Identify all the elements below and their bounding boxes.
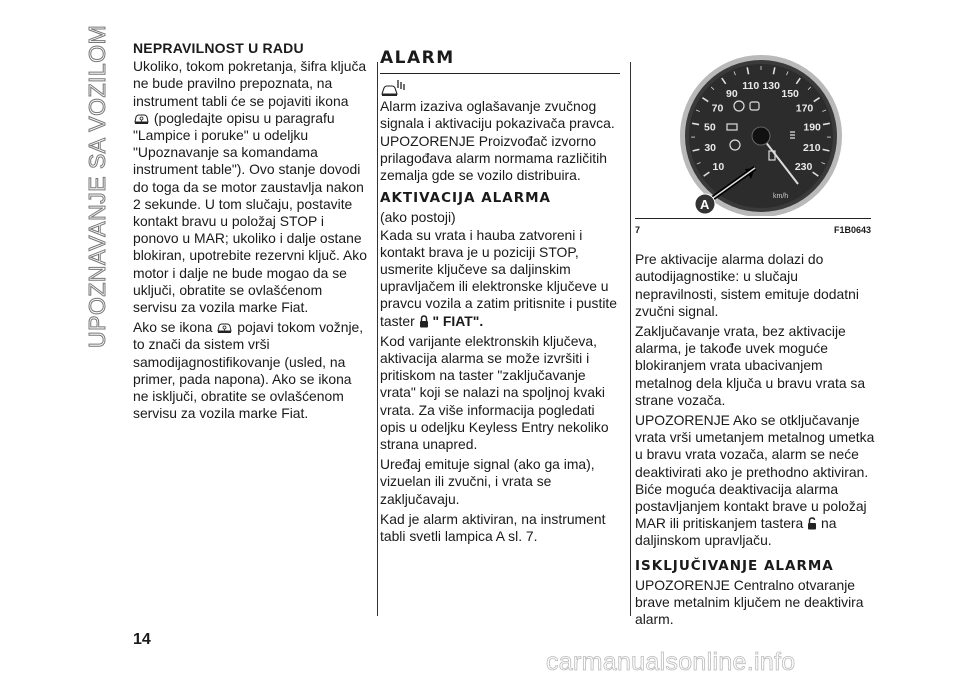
alarm-paragraph-3b: " FIAT". [432,312,484,329]
fault-paragraph-1b: (pogledajte opisu u paragrafu "Lampice i poruke" u odeljku "Upoznavanje sa komandama instrument table"). Ovo stanje dovodi do toga da se motor zaustavlja nakon 2 sekunde. U tom slučaju, postavite kontakt bravu u položaj STOP i ponovo u MAR; ukoliko i dalje ostane blokiran, upotrebite rezervni ključ. Ako motor i dalje ne bude mogao da se uključi, obratite se ovlašćenom servisu za vozila marke Fiat. [133,109,367,316]
car-key-warning-icon [216,321,233,335]
figure-caption [635,218,871,239]
figure-number: 7 [635,225,641,235]
alarm-deactivation-heading: ISKLJUČIVANJE ALARMA [635,557,834,574]
speed-label: 70 [711,102,724,115]
column-divider-left [377,62,378,616]
unlock-key-icon [807,517,817,530]
side-section-title [84,24,114,348]
alarm-paragraph-4: Kod varijante elektronskih ključeva, aktivacija alarma se može izvršiti i pritiskom na taster "zaključavanje vrata" koji se nalazi na spoljnoj kvaki vrata. Za više informacija pogledati opis u odeljku Keyless Entry nekoliko strana unapred. [380,332,609,453]
speed-label: 90 [726,87,738,100]
column-2 [380,34,620,548]
speedometer-illustration [635,48,871,216]
callout-label: A [700,197,710,212]
alarm-paragraph-8: Zaključavanje vrata, bez aktivacije alarma, je takođe uvek moguće blokiranjem vrata ubacivanjem metalnog dela ključa u bravu vrata sa strane vozača. [635,323,866,408]
speed-unit: km/h [773,193,789,200]
alarm-paragraph-9b: na daljinskom upravljaču. [635,515,837,549]
speed-label: 210 [803,142,821,155]
speed-label: 150 [781,87,799,100]
alarm-heading: ALARM [380,50,620,74]
alarm-paragraph-5: Uređaj emituje signal (ako ga ima), vizuelan ili zvučni, i vrata se zaključavaju. [380,456,595,507]
speed-label: 190 [803,121,821,134]
page-number: 14 [133,631,151,648]
alarm-activation-note: (ako postoji) [380,209,456,226]
alarm-paragraph-1: Alarm izaziva oglašavanje zvučnog signala i aktivaciju pokazivača pravca. UPOZORENJE Proizvođač izvorno prilagođava alarm normama različitih zemalja gde se vozilo distribuira. [380,98,615,184]
alarm-paragraph-9 [635,412,875,550]
alarm-paragraph-7: Pre aktivacije alarma dolazi do autodijagnostike: u slučaju nepravilnosti, sistem emituje dodatni zvučni signal. [635,251,859,319]
speed-label: 30 [704,142,717,155]
fault-paragraph-2 [133,319,369,422]
speed-label: 130 [762,80,781,93]
fault-paragraph-1 [133,58,369,316]
column-divider-right [630,62,631,616]
car-key-warning-icon [133,112,150,126]
figure-code: F1B0643 [833,225,871,235]
speed-label: 230 [794,160,813,173]
lock-key-icon [419,315,429,328]
column-1 [133,40,369,425]
column-3 [635,48,875,631]
alarm-paragraph-9a: UPOZORENJE Ako se otključavanje vrata vrši umetanjem metalnog umetka u bravu vrata vozača, alarm se neće deaktivirati ako je prethodno aktiviran. Biće moguća deaktivacija alarma postavljanjem kontakt brave u položaj MAR ili pritiskanjem tastera [635,412,875,532]
fault-paragraph-2a: Ako se ikona [133,319,213,336]
alarm-section-icon [380,78,406,98]
speed-label: 50 [704,121,716,134]
watermark: carmanualsonline.info [546,648,796,676]
alarm-paragraph-3a: Kada su vrata i hauba zatvoreni i kontakt brava je u poziciji STOP, usmerite ključeve sa daljinskim upravljačem ili elektronske ključeve u pravcu vozila a zatim pritisnite i pustite taster [380,226,618,329]
speed-label: 10 [712,160,725,173]
speedometer-figure [635,48,871,216]
fault-heading: NEPRAVILNOST U RADU [133,40,304,56]
fault-paragraph-1a: Ukoliko, tokom pokretanja, šifra ključa ne bude pravilno prepoznata, na instrument tabli će se pojaviti ikona [133,58,367,109]
side-section-title-text: UPOZNAVANJE SA VOZILOM [84,24,110,348]
alarm-activation-heading: AKTIVACIJA ALARMA [380,190,551,207]
fault-paragraph-2b: pojavi tokom vožnje, to znači da sistem vrši samodijagnostifikovanje (usled, na primer, pada napona). Ako se ikona ne isključi, obratite se ovlašćenom servisu za vozila marke Fiat. [133,319,364,422]
alarm-paragraph-10: UPOZORENJE Centralno otvaranje brave metalnim ključem ne deaktivira alarm. [635,576,864,628]
alarm-paragraph-3 [380,227,620,330]
speed-label: 110 [742,80,760,93]
speed-label: 170 [795,102,814,115]
alarm-paragraph-6: Kad je alarm aktiviran, na instrument tabli svetli lampica A sl. 7. [380,510,606,545]
